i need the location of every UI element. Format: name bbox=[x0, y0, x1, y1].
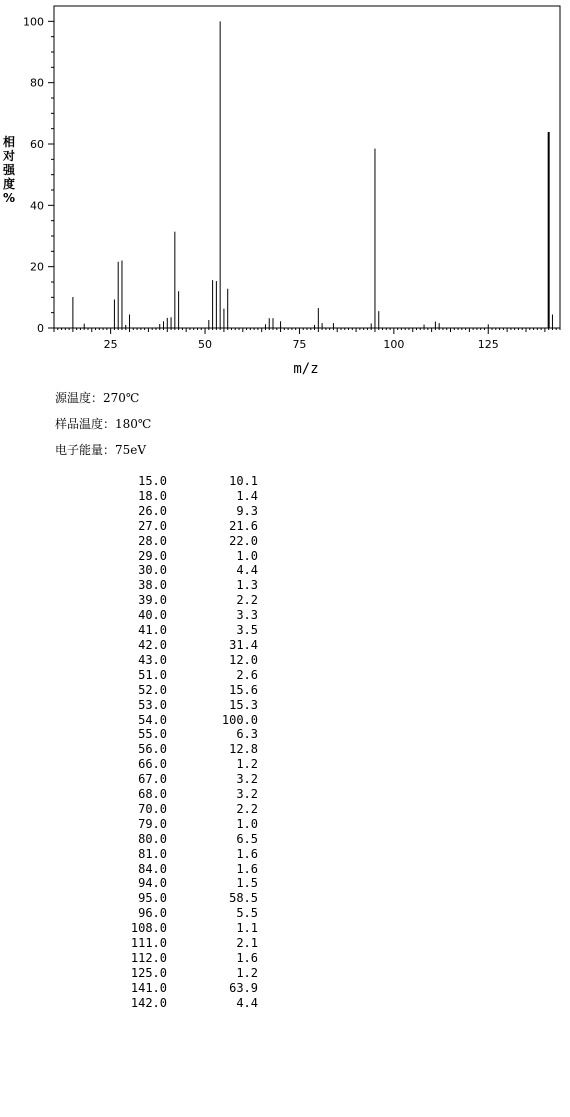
table-row bbox=[95, 638, 258, 653]
x-tick-label: 50 bbox=[198, 338, 213, 351]
mz-cell: 95.0 bbox=[138, 891, 167, 906]
intensity-cell: 12.8 bbox=[229, 742, 258, 757]
intensity-cell: 1.1 bbox=[236, 921, 258, 936]
intensity-cell: 21.6 bbox=[229, 518, 258, 533]
intensity-cell: 3.5 bbox=[236, 623, 258, 638]
intensity-cell: 12.0 bbox=[229, 652, 258, 667]
intensity-cell: 58.5 bbox=[229, 891, 258, 906]
table-row bbox=[95, 966, 258, 981]
table-row bbox=[95, 653, 258, 668]
intensity-cell: 15.3 bbox=[229, 697, 258, 712]
mz-cell: 141.0 bbox=[130, 980, 167, 995]
table-row bbox=[95, 757, 258, 772]
mz-cell: 84.0 bbox=[138, 861, 167, 876]
intensity-cell: 10.1 bbox=[229, 474, 258, 488]
mz-cell: 67.0 bbox=[138, 772, 167, 787]
intensity-cell: 2.6 bbox=[236, 667, 258, 682]
y-axis-label-char: 强 bbox=[2, 163, 15, 177]
condition-row: 电子能量：75eV bbox=[55, 443, 147, 457]
table-row bbox=[95, 549, 258, 564]
mz-cell: 29.0 bbox=[138, 548, 167, 563]
y-axis-label-char: 对 bbox=[2, 149, 15, 163]
table-row bbox=[95, 623, 258, 638]
x-tick-label: 100 bbox=[383, 338, 405, 351]
plot-frame bbox=[54, 6, 560, 328]
table-row bbox=[95, 474, 258, 489]
mz-cell: 125.0 bbox=[130, 965, 167, 980]
table-row bbox=[95, 593, 258, 608]
intensity-cell: 4.4 bbox=[236, 563, 258, 578]
peak-table bbox=[95, 474, 258, 1011]
intensity-cell: 3.2 bbox=[236, 772, 258, 787]
table-row bbox=[95, 608, 258, 623]
condition-row: 样品温度：180℃ bbox=[55, 417, 152, 431]
y-axis-label bbox=[2, 135, 16, 205]
intensity-cell: 6.5 bbox=[236, 831, 258, 846]
intensity-cell: 1.2 bbox=[236, 757, 258, 772]
table-row bbox=[95, 951, 258, 966]
mz-cell: 30.0 bbox=[138, 563, 167, 578]
table-row bbox=[95, 563, 258, 578]
intensity-cell: 15.6 bbox=[229, 682, 258, 697]
mz-cell: 42.0 bbox=[138, 637, 167, 652]
table-row bbox=[95, 921, 258, 936]
x-tick-label: 25 bbox=[103, 338, 118, 351]
table-row bbox=[95, 817, 258, 832]
mz-cell: 108.0 bbox=[130, 921, 167, 936]
table-row bbox=[95, 504, 258, 519]
y-tick-label: 60 bbox=[30, 138, 44, 151]
table-row bbox=[95, 534, 258, 549]
table-row bbox=[95, 713, 258, 728]
intensity-cell: 1.2 bbox=[236, 965, 258, 980]
mz-cell: 40.0 bbox=[138, 608, 167, 623]
table-row bbox=[95, 936, 258, 951]
mz-cell: 39.0 bbox=[138, 593, 167, 608]
y-tick-label: 80 bbox=[30, 76, 44, 90]
intensity-cell: 31.4 bbox=[229, 637, 258, 652]
y-tick-label: 40 bbox=[30, 199, 44, 213]
mz-cell: 52.0 bbox=[138, 682, 167, 697]
x-tick-label: 75 bbox=[292, 338, 307, 351]
table-row bbox=[95, 698, 258, 713]
mz-cell: 142.0 bbox=[130, 995, 167, 1010]
intensity-cell: 1.3 bbox=[236, 578, 258, 593]
intensity-cell: 1.0 bbox=[236, 816, 258, 831]
mz-cell: 66.0 bbox=[138, 757, 167, 772]
mz-cell: 15.0 bbox=[138, 474, 167, 488]
intensity-cell: 63.9 bbox=[229, 980, 258, 995]
mz-cell: 55.0 bbox=[138, 727, 167, 742]
table-row bbox=[95, 996, 258, 1011]
table-row bbox=[95, 578, 258, 593]
mz-cell: 56.0 bbox=[138, 742, 167, 757]
y-axis-label-char: % bbox=[2, 191, 16, 205]
mz-cell: 27.0 bbox=[138, 518, 167, 533]
table-row bbox=[95, 862, 258, 877]
table-row bbox=[95, 519, 258, 534]
mz-cell: 26.0 bbox=[138, 503, 167, 518]
table-row bbox=[95, 727, 258, 742]
intensity-cell: 2.2 bbox=[236, 593, 258, 608]
intensity-cell: 2.1 bbox=[236, 936, 258, 951]
mz-cell: 96.0 bbox=[138, 906, 167, 921]
intensity-cell: 2.2 bbox=[236, 801, 258, 816]
table-row bbox=[95, 891, 258, 906]
acquisition-conditions bbox=[55, 390, 151, 468]
y-tick-label: 100 bbox=[23, 15, 44, 29]
y-axis-label-char: 度 bbox=[2, 177, 15, 191]
intensity-cell: 6.3 bbox=[236, 727, 258, 742]
mz-cell: 79.0 bbox=[138, 816, 167, 831]
mz-cell: 80.0 bbox=[138, 831, 167, 846]
table-row bbox=[95, 847, 258, 862]
mz-cell: 111.0 bbox=[130, 936, 167, 951]
mz-cell: 54.0 bbox=[138, 712, 167, 727]
intensity-cell: 100.0 bbox=[221, 712, 258, 727]
intensity-cell: 3.3 bbox=[236, 608, 258, 623]
table-row bbox=[95, 742, 258, 757]
table-row bbox=[95, 683, 258, 698]
intensity-cell: 1.0 bbox=[236, 548, 258, 563]
mz-cell: 38.0 bbox=[138, 578, 167, 593]
intensity-cell: 1.4 bbox=[236, 488, 258, 503]
table-row bbox=[95, 787, 258, 802]
mz-cell: 70.0 bbox=[138, 801, 167, 816]
condition-row: 源温度：270℃ bbox=[55, 391, 140, 405]
mz-cell: 18.0 bbox=[138, 488, 167, 503]
mass-spectrum-chart bbox=[0, 0, 570, 385]
intensity-cell: 3.2 bbox=[236, 787, 258, 802]
table-row bbox=[95, 906, 258, 921]
table-row bbox=[95, 876, 258, 891]
intensity-cell: 1.6 bbox=[236, 951, 258, 965]
table-row bbox=[95, 668, 258, 683]
mz-cell: 43.0 bbox=[138, 652, 167, 667]
intensity-cell: 1.6 bbox=[236, 861, 258, 876]
y-axis-label-char: 相 bbox=[2, 135, 15, 149]
mz-cell: 81.0 bbox=[138, 846, 167, 861]
x-tick-label: 125 bbox=[477, 338, 499, 351]
mz-cell: 112.0 bbox=[130, 951, 167, 965]
y-tick-label: 0 bbox=[37, 322, 44, 335]
mz-cell: 28.0 bbox=[138, 533, 167, 548]
mz-cell: 68.0 bbox=[138, 787, 167, 802]
table-row bbox=[95, 802, 258, 817]
table-row bbox=[95, 489, 258, 504]
mz-cell: 94.0 bbox=[138, 876, 167, 891]
table-row bbox=[95, 981, 258, 996]
intensity-cell: 1.5 bbox=[236, 876, 258, 891]
mz-cell: 53.0 bbox=[138, 697, 167, 712]
x-axis-label: m/z bbox=[293, 361, 319, 377]
intensity-cell: 5.5 bbox=[236, 906, 258, 921]
mz-cell: 41.0 bbox=[138, 623, 167, 638]
intensity-cell: 4.4 bbox=[236, 995, 258, 1010]
table-row bbox=[95, 832, 258, 847]
intensity-cell: 1.6 bbox=[236, 846, 258, 861]
intensity-cell: 22.0 bbox=[229, 533, 258, 548]
y-tick-label: 20 bbox=[30, 260, 44, 274]
table-row bbox=[95, 772, 258, 787]
mz-cell: 51.0 bbox=[138, 667, 167, 682]
intensity-cell: 9.3 bbox=[236, 503, 258, 518]
